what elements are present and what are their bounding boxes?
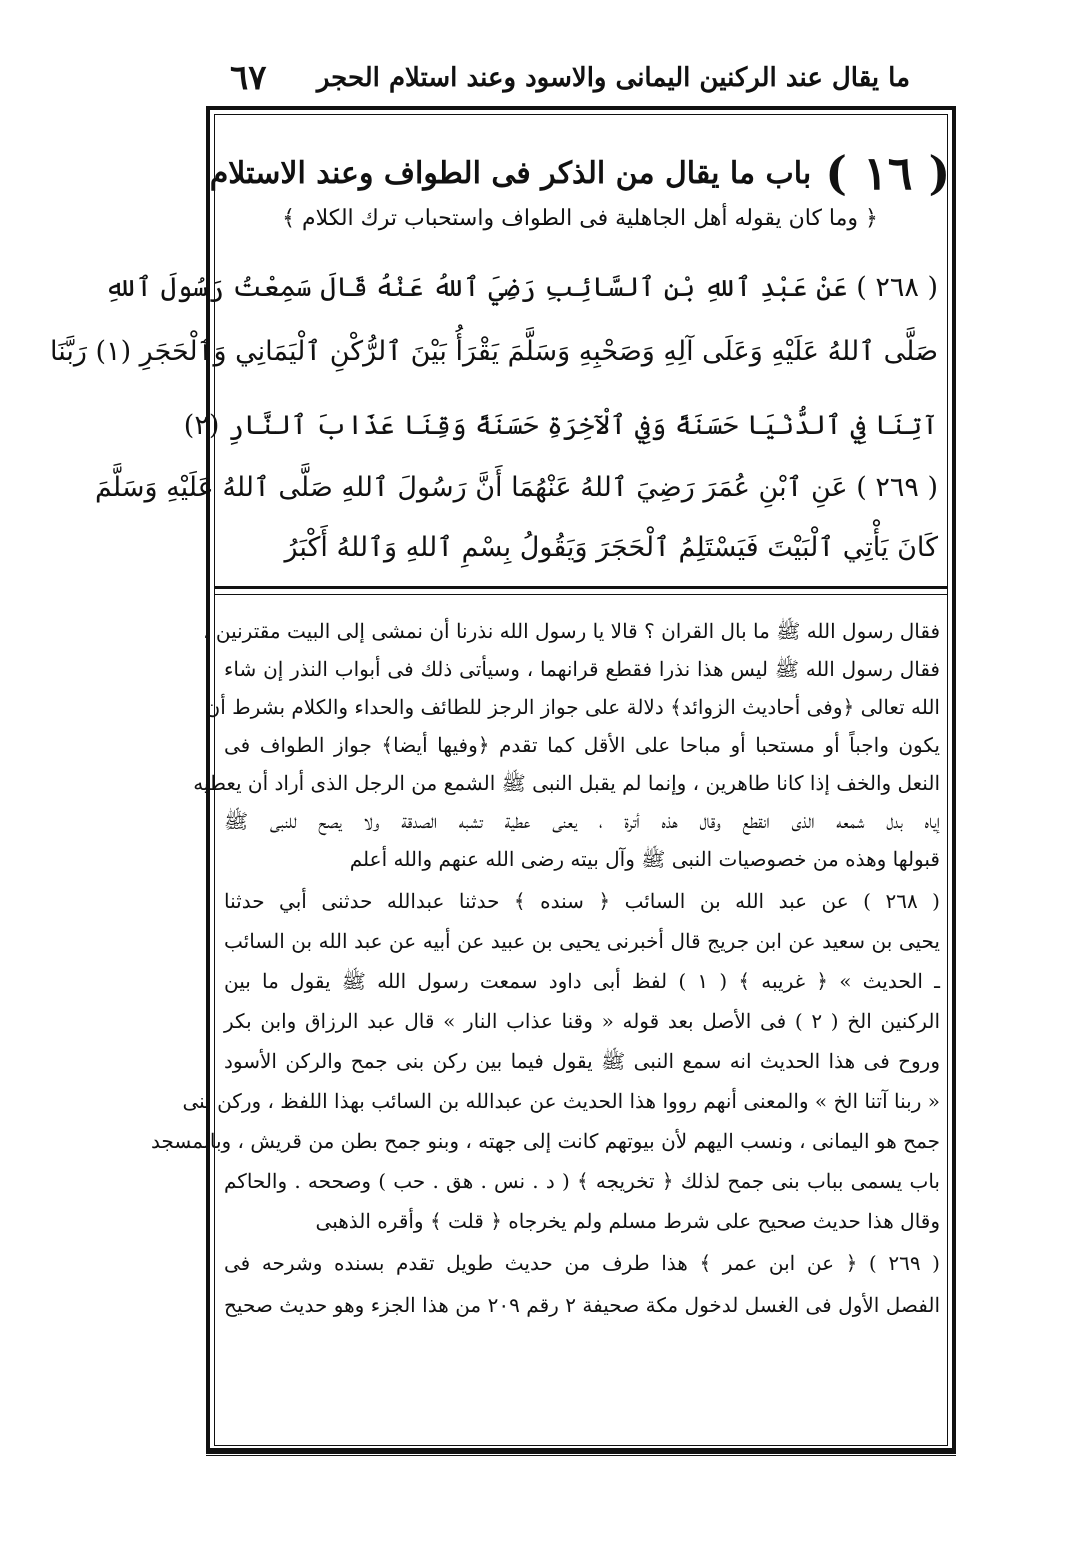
- hadith-line: صَلَّى ٱللهُ عَلَيْهِ وَعَلَى آلِهِ وَصَحْبِهِ وَسَلَّمَ يَقْرَأُ بَيْنَ ٱلرُّكْنِ ٱلْيَمَانِي وَٱلْحَجَرِ (١) رَبَّنَا: [50, 336, 938, 367]
- commentary-line: إياه بدل شمعه الذى انقطع وقال هذه أترة ، يعنى عطية تشبه الصدقة ولا يصح للنبى ﷺ: [224, 809, 940, 833]
- hadith-line: كَانَ يَأْتِي ٱلْبَيْتَ فَيَسْتَلِمُ ٱلْحَجَرَ وَيَقُولُ بِسْمِ ٱللهِ وَٱللهُ أَكْبَرُ: [284, 532, 938, 563]
- commentary-line: جمح هو اليمانى ، ونسب اليهم لأن بيوتهم كانت إلى جهته ، وبنو جمح بطن من قريش ، وبالمسجد: [150, 1129, 940, 1153]
- commentary-line: وقال هذا حديث صحيح على شرط مسلم ولم يخرجاه ﴿ قلت ﴾ وأقره الذهبى: [315, 1209, 940, 1233]
- hadith-line: آتِنَا فِي ٱلدُّنْيَا حَسَنَةً وَفِي ٱلْآخِرَةِ حَسَنَةً وَقِنَا عَذَابَ ٱلنَّارِ (٢): [183, 410, 938, 441]
- running-title: ما يقال عند الركنين اليمانى والاسود وعند استلام الحجر: [316, 63, 910, 93]
- commentary-line: ( ٢٦٩ ) ﴿ عن ابن عمر ﴾ هذا طرف من حديث طويل تقدم بسنده وشرحه فى: [224, 1251, 940, 1275]
- commentary-line: الله تعالى ﴿وفى أحاديث الزوائد﴾ دلالة على جواز الرجز للطائف والحداء والكلام بشرط أن: [205, 695, 940, 719]
- commentary-line: الركنين الخ ( ٢ ) فى الأصل بعد قوله « وقنا عذاب النار » قال عبد الرزاق وابن بكر: [224, 1009, 940, 1033]
- running-header: [230, 52, 910, 104]
- commentary-line: الفصل الأول فى الغسل لدخول مكة صحيفة ٢ رقم ٢٠٩ من هذا الجزء وهو حديث صحيح: [224, 1293, 941, 1317]
- commentary-line: يحيى بن سعيد عن ابن جريج قال أخبرنى يحيى بن عبيد عن أبيه عن عبد الله بن السائب: [224, 929, 940, 953]
- commentary-line: يكون واجباً أو مستحبا أو مباحا على الأقل كما تقدم ﴿وفيها أيضا﴾ جواز الطواف فى: [224, 733, 940, 757]
- chapter-subtitle: ﴿ وما كان يقوله أهل الجاهلية فى الطواف واستحباب ترك الكلام ﴾: [282, 206, 878, 231]
- chapter-heading: [209, 140, 951, 206]
- commentary-line: قبولها وهذه من خصوصيات النبى ﷺ وآل بيته رضى الله عنهم والله أعلم: [349, 847, 940, 871]
- section-divider: [214, 586, 948, 595]
- chapter-title: باب ما يقال من الذكر فى الطواف وعند الاستلام: [209, 155, 812, 191]
- commentary-line: « ربنا آتنا الخ » والمعنى أنهم رووا هذا الحديث عن عبدالله بن السائب بهذا اللفظ ، وركن بنى: [182, 1089, 940, 1113]
- hadith-line: ( ٢٦٩ ) عَنِ ٱبْنِ عُمَرَ رَضِيَ ٱللهُ عَنْهُمَا أَنَّ رَسُولَ ٱللهِ صَلَّى ٱللهُ عَلَيْهِ وَسَلَّمَ: [94, 472, 938, 503]
- commentary-line: ( ٢٦٨ ) عن عبد الله بن السائب ﴿ سنده ﴾ حدثنا عبدالله حدثنى أبي حدثنا: [224, 889, 940, 913]
- hadith-line: ( ٢٦٨ ) عَنْ عَبْدِ ٱللهِ بْنِ ٱلسَّائِبِ رَضِيَ ٱللهُ عَنْهُ قَالَ سَمِعْتُ رَسُولَ ٱللهِ: [104, 272, 938, 303]
- bottom-rule: [206, 1448, 956, 1456]
- commentary-line: فقال رسول الله ﷺ ليس هذا نذرا فقطع قرانهما ، وسيأتى ذلك فى أبواب النذر إن شاء: [224, 657, 940, 681]
- commentary-line: باب يسمى بباب بنى جمح لذلك ﴿ تخريجه ﴾ ( د . نس . هق . حب ) وصححه . والحاكم: [224, 1169, 940, 1193]
- page-number: ٦٧: [230, 58, 267, 98]
- commentary-line: فقال رسول الله ﷺ ما بال القران ؟ قالا يا رسول الله نذرنا أن نمشى إلى البيت مقترنين ،: [203, 619, 940, 643]
- commentary-line: ـ الحديث » ﴿ غريبه ﴾ ( ١ ) لفظ أبى داود سمعت رسول الله ﷺ يقول ما بين: [224, 969, 940, 993]
- commentary-line: وروح فى هذا الحديث انه سمع النبى ﷺ يقول فيما بين ركن بنى جمح والركن الأسود: [224, 1049, 940, 1073]
- chapter-number: ( ١٦ ): [825, 146, 951, 200]
- commentary-line: النعل والخف إذا كانا طاهرين ، وإنما لم يقبل النبى ﷺ الشمع من الرجل الذى أراد أن يعطيه: [193, 771, 940, 795]
